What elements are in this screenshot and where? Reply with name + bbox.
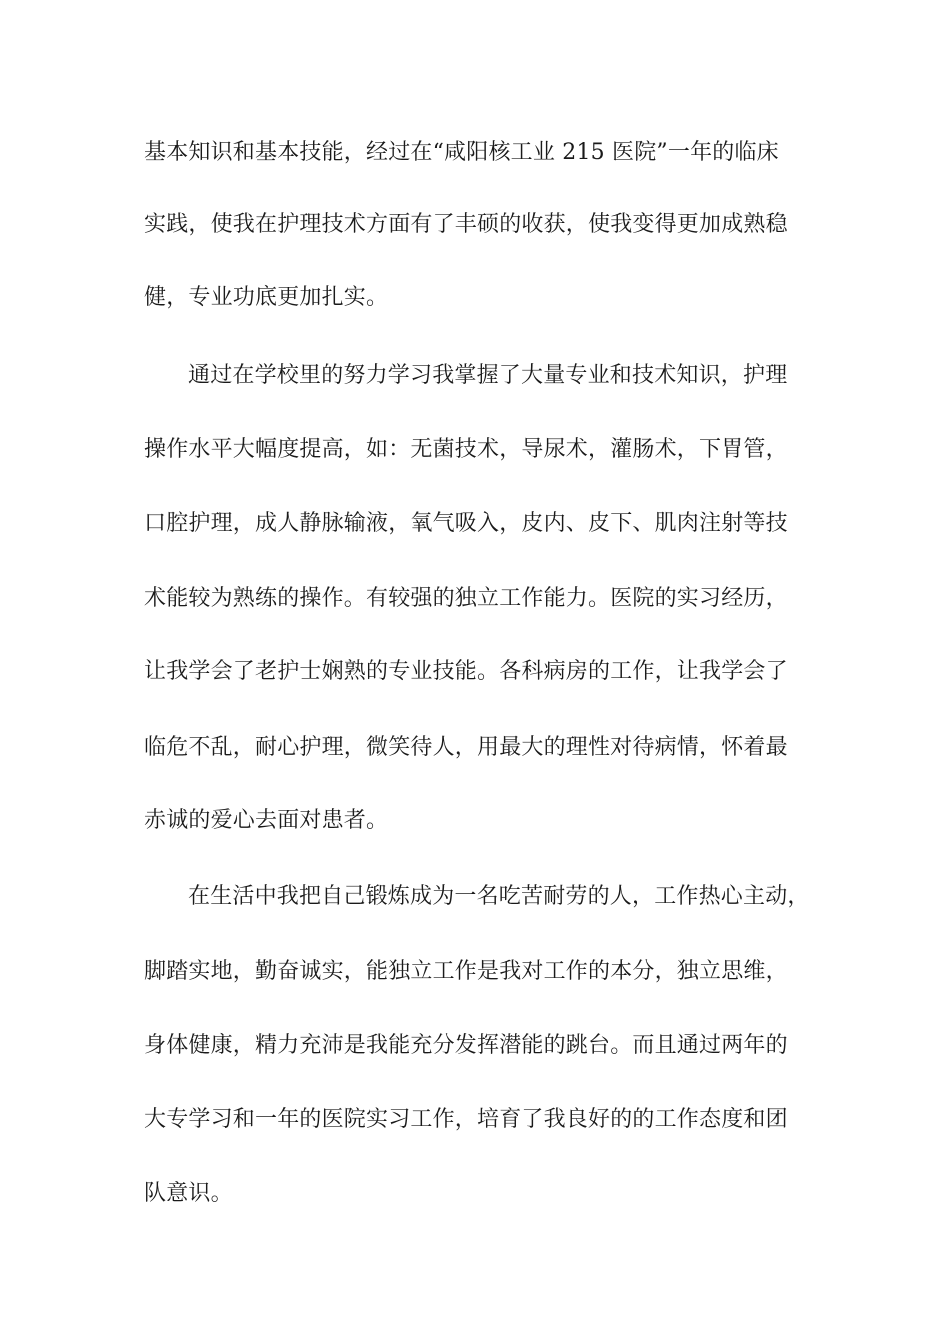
paragraph-1-line-3: 健，专业功底更加扎实。 <box>144 285 389 310</box>
paragraph-1-line-2: 实践，使我在护理技术方面有了丰硕的收获，使我变得更加成熟稳 <box>144 212 788 237</box>
paragraph-2-line-2: 操作水平大幅度提高，如：无菌技术，导尿术，灌肠术，下胃管， <box>144 437 788 462</box>
paragraph-3-line-2: 脚踏实地，勤奋诚实，能独立工作是我对工作的本分，独立思维， <box>144 959 788 984</box>
paragraph-2-line-1: 通过在学校里的努力学习我掌握了大量专业和技术知识，护理 <box>188 363 788 388</box>
paragraph-2-line-4: 术能较为熟练的操作。有较强的独立工作能力。医院的实习经历， <box>144 586 788 611</box>
paragraph-3-line-3: 身体健康，精力充沛是我能充分发挥潜能的跳台。而且通过两年的 <box>144 1033 788 1058</box>
paragraph-1-line-1: 基本知识和基本技能，经过在“咸阳核工业 215 医院”一年的临床 <box>144 140 779 165</box>
paragraph-2-line-7: 赤诚的爱心去面对患者。 <box>144 808 389 833</box>
paragraph-2-line-3: 口腔护理，成人静脉输液，氧气吸入，皮内、皮下、肌肉注射等技 <box>144 511 788 536</box>
paragraph-3-line-4: 大专学习和一年的医院实习工作，培育了我良好的的工作态度和团 <box>144 1107 788 1132</box>
paragraph-2-line-5: 让我学会了老护士娴熟的专业技能。各科病房的工作，让我学会了 <box>144 659 788 684</box>
paragraph-3-line-5: 队意识。 <box>144 1181 233 1206</box>
paragraph-3-line-1: 在生活中我把自己锻炼成为一名吃苦耐劳的人，工作热心主动， <box>188 884 810 909</box>
paragraph-2-line-6: 临危不乱，耐心护理，微笑待人，用最大的理性对待病情，怀着最 <box>144 735 788 760</box>
